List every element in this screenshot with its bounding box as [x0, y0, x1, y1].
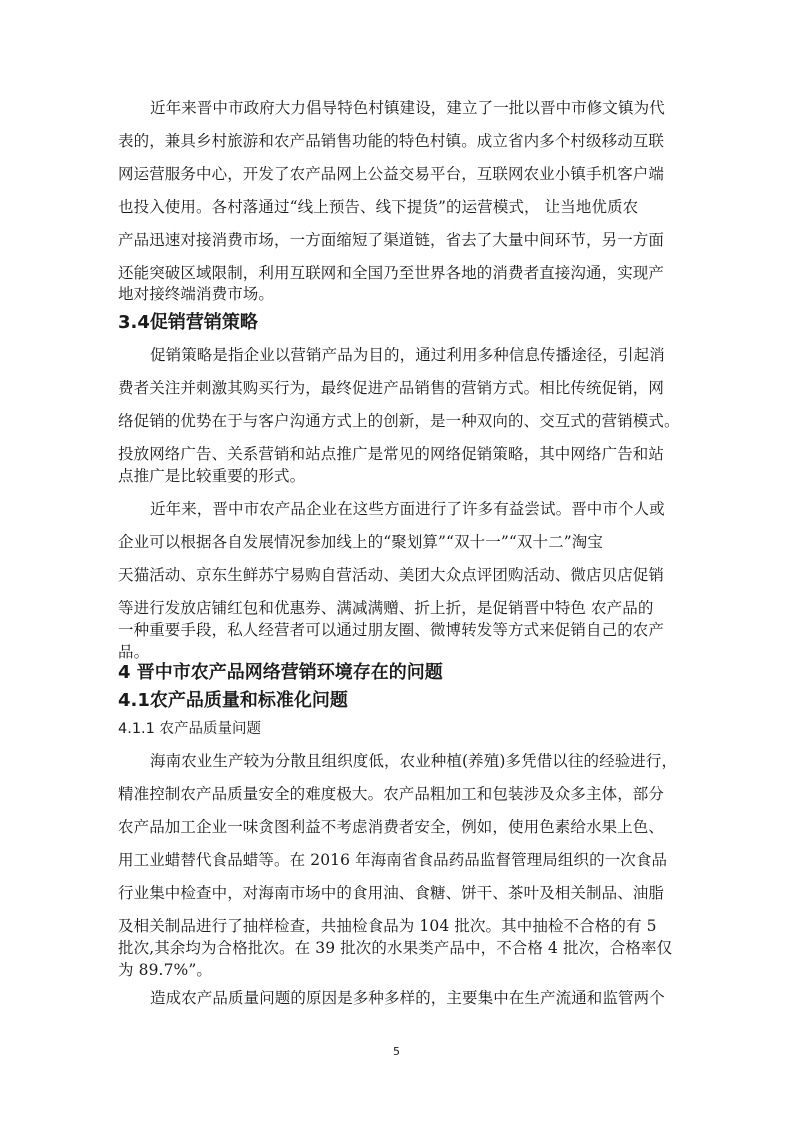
text-line: 投放网络广告、关系营销和站点推广是常见的网络促销策略，其中网络广告和站: [118, 445, 665, 463]
text-line: 及相关制品进行了抽样检查，共抽检食品为 104 批次。其中抽检不合格的有 5: [118, 917, 657, 935]
text-line: 品。: [118, 643, 150, 661]
text-line: 费者关注并刺激其购买行为，最终促进产品销售的营销方式。相比传统促销，网: [118, 379, 665, 397]
text-line: 点推广是比较重要的形式。: [118, 467, 306, 485]
text-line: 行业集中检查中，对海南市场中的食用油、食糖、饼干、茶叶及相关制品、油脂: [118, 884, 665, 902]
text-line: 批次,其余均为合格批次。在 39 批次的水果类产品中，不合格 4 批次，合格率仅: [118, 939, 673, 957]
text-line: 天猫活动、京东生鲜苏宁易购自营活动、美团大众点评团购活动、微店贝店促销: [118, 566, 665, 584]
text-line: 表的，兼具乡村旅游和农产品销售功能的特色村镇。成立省内多个村级移动互联: [118, 132, 665, 150]
text-line: 农产品加工企业一味贪图利益不考虑消费者安全，例如，使用色素给水果上色、: [118, 818, 665, 836]
section-heading-4-1-1: 4.1.1 农产品质量问题: [118, 721, 262, 737]
text-line: 网运营服务中心，开发了农产品网上公益交易平台，互联网农业小镇手机客户端: [118, 165, 665, 183]
text-line: 近年来，晋中市农产品企业在这些方面进行了许多有益尝试。晋中市个人或: [150, 500, 665, 518]
text-line: 用工业蜡替代食品蜡等。在 2016 年海南省食品药品监督管理局组织的一次食品: [118, 851, 668, 869]
text-line: 产品迅速对接消费市场，一方面缩短了渠道链，省去了大量中间环节，另一方面: [118, 231, 665, 249]
text-line: 精准控制农产品质量安全的难度极大。农产品粗加工和包装涉及众多主体，部分: [118, 785, 665, 803]
section-heading-3-4: 3.4促销营销策略: [118, 312, 258, 333]
text-line: 近年来晋中市政府大力倡导特色村镇建设，建立了一批以晋中市修文镇为代: [150, 99, 665, 117]
text-line: 为 89.7%”。: [118, 961, 212, 979]
text-line: 还能突破区域限制，利用互联网和全国乃至世界各地的消费者直接沟通，实现产: [118, 264, 665, 282]
text-line: 等进行发放店铺红包和优惠券、满减满赠、折上折，是促销晋中特色 农产品的: [118, 599, 654, 617]
text-line: 一种重要手段，私人经营者可以通过朋友圈、微博转发等方式来促销自己的农产: [118, 621, 665, 639]
text-line: 海南农业生产较为分散且组织度低，农业种植(养殖)多凭借以往的经验进行，: [150, 752, 678, 770]
text-line: 造成农产品质量问题的原因是多种多样的，主要集中在生产流通和监管两个: [150, 989, 665, 1007]
text-line: 地对接终端消费市场。: [118, 285, 275, 303]
text-line: 络促销的优势在于与客户沟通方式上的创新，是一种双向的、交互式的营销模式。: [118, 412, 680, 430]
section-heading-4: 4 晋中市农产品网络营销环境存在的问题: [118, 662, 443, 683]
text-line: 促销策略是指企业以营销产品为目的，通过利用多种信息传播途径，引起消: [150, 346, 665, 364]
page-number: 5: [393, 1045, 400, 1058]
section-heading-4-1: 4.1农产品质量和标准化问题: [118, 690, 348, 711]
text-line: 企业可以根据各自发展情况参加线上的“聚划算”“双十一”“双十二”淘宝: [118, 533, 603, 551]
text-line: 也投入使用。各村落通过“线上预告、线下提货”的运营模式， 让当地优质农: [118, 198, 639, 216]
